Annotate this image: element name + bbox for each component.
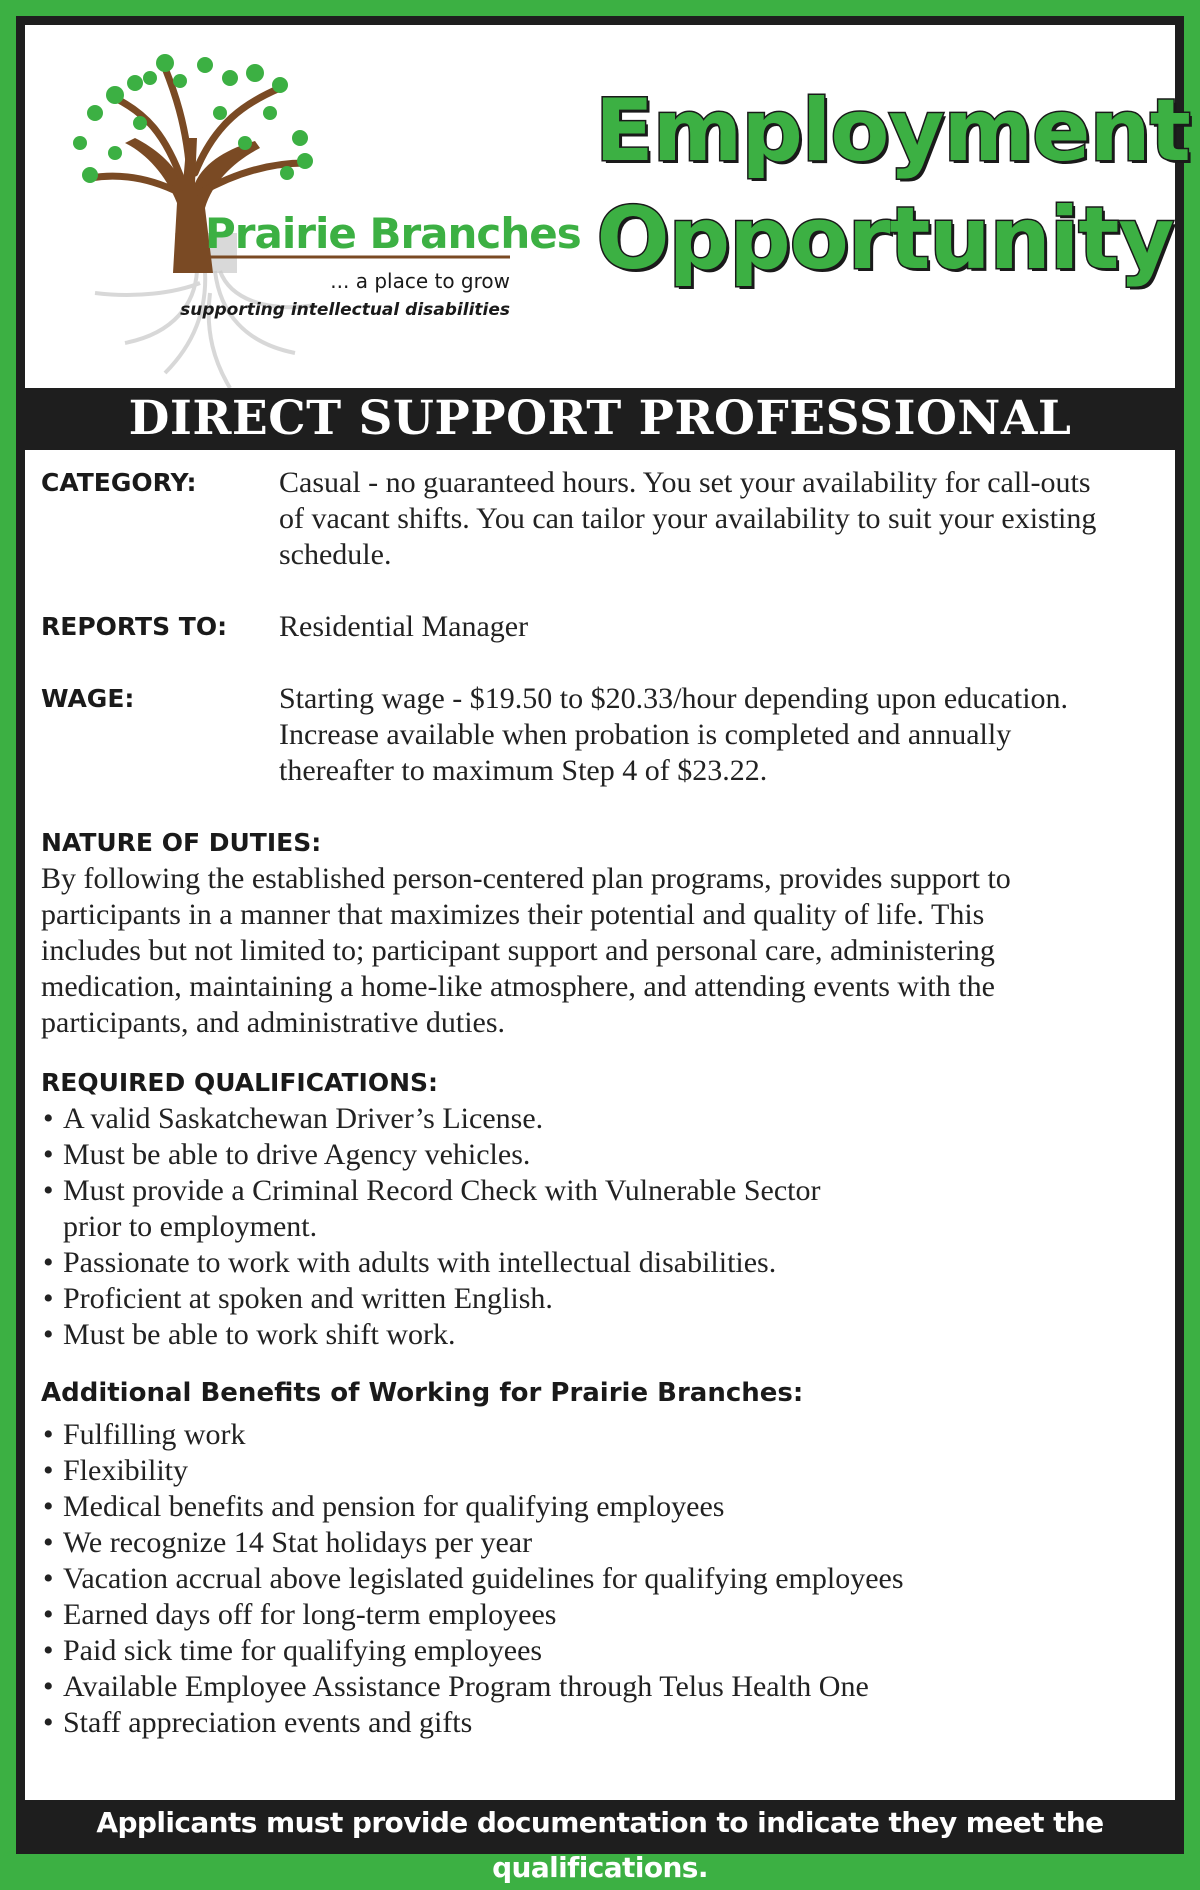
list-item: • A valid Saskatchewan Driver’s License. (41, 1101, 1161, 1137)
detail-line: Starting wage - $19.50 to $20.33/hour depending upon education. (279, 682, 1069, 715)
duties-text (41, 861, 1161, 1041)
benefits-list (41, 1417, 1161, 1741)
detail-value (279, 609, 1161, 645)
detail-value (279, 681, 1161, 789)
detail-category (41, 465, 1161, 573)
list-item: • We recognize 14 Stat holidays per year (41, 1525, 1161, 1561)
title-line-1: Employment (595, 81, 1190, 181)
footer-note: Applicants must provide documentation to indicate they meet the qualifications. (25, 1800, 1175, 1845)
list-item: • Must be able to drive Agency vehicles. (41, 1137, 1161, 1173)
detail-line: Residential Manager (279, 610, 529, 643)
benefits-heading: Additional Benefits of Working for Prairie Branches: (41, 1378, 804, 1408)
list-item: • Vacation accrual above legislated guidelines for qualifying employees (41, 1561, 1161, 1597)
poster (25, 25, 1190, 1884)
list-item: • Passionate to work with adults with intellectual disabilities. (41, 1245, 1161, 1281)
list-item: • Staff appreciation events and gifts (41, 1705, 1161, 1741)
list-item: • Must provide a Criminal Record Check with Vulnerable Sector prior to employment. (41, 1173, 883, 1245)
detail-label: WAGE: (41, 684, 135, 713)
detail-line: Casual - no guaranteed hours. You set your availability for call-outs (279, 466, 1091, 499)
detail-wage (41, 681, 1161, 789)
duties-line: participants, and administrative duties. (41, 1006, 506, 1039)
duties-line: participants in a manner that maximizes their potential and quality of life. This (41, 898, 985, 931)
duties-line: includes but not limited to; participant support and personal care, administering (41, 934, 995, 967)
list-item: • Medical benefits and pension for qualifying employees (41, 1489, 1161, 1525)
duties-line: By following the established person-centered plan programs, provides support to (41, 862, 1011, 895)
list-item: • Paid sick time for qualifying employees (41, 1633, 1161, 1669)
duties-heading: NATURE OF DUTIES: (41, 828, 322, 857)
employment-opportunity-title (595, 77, 1190, 293)
list-item: • Earned days off for long-term employees (41, 1597, 1161, 1633)
detail-line: of vacant shifts. You can tailor your availability to suit your existing (279, 502, 1097, 535)
list-item: • Proficient at spoken and written English. (41, 1281, 1161, 1317)
prairie-branches-logo (55, 43, 615, 393)
list-item: • Fulfilling work (41, 1417, 1161, 1453)
logo-tagline: ... a place to grow (330, 269, 510, 293)
duties-line: medication, maintaining a home-like atmosphere, and attending events with the (41, 970, 995, 1003)
logo-org-name: Prairie Branches (205, 209, 581, 258)
logo-subtitle: supporting intellectual disabilities (180, 300, 510, 320)
poster-inner-border (16, 16, 1190, 1884)
detail-line: thereafter to maximum Step 4 of $23.22. (279, 754, 768, 787)
qualifications-heading: REQUIRED QUALIFICATIONS: (41, 1068, 438, 1097)
position-title-band: DIRECT SUPPORT PROFESSIONAL (25, 388, 1175, 450)
list-item: • Flexibility (41, 1453, 1161, 1489)
tree-roots-icon (95, 271, 315, 388)
detail-reports-to (41, 609, 1161, 645)
detail-line: schedule. (279, 538, 392, 571)
title-line-2: Opportunity (596, 189, 1174, 289)
list-item: • Available Employee Assistance Program through Telus Health One (41, 1669, 1161, 1705)
detail-value (279, 465, 1161, 573)
detail-label: CATEGORY: (41, 468, 197, 497)
detail-label: REPORTS TO: (41, 612, 228, 641)
list-item: • Must be able to work shift work. (41, 1317, 1161, 1353)
posting-content (41, 465, 1161, 1741)
qualifications-list (41, 1101, 1161, 1353)
detail-line: Increase available when probation is completed and annually (279, 718, 1012, 751)
